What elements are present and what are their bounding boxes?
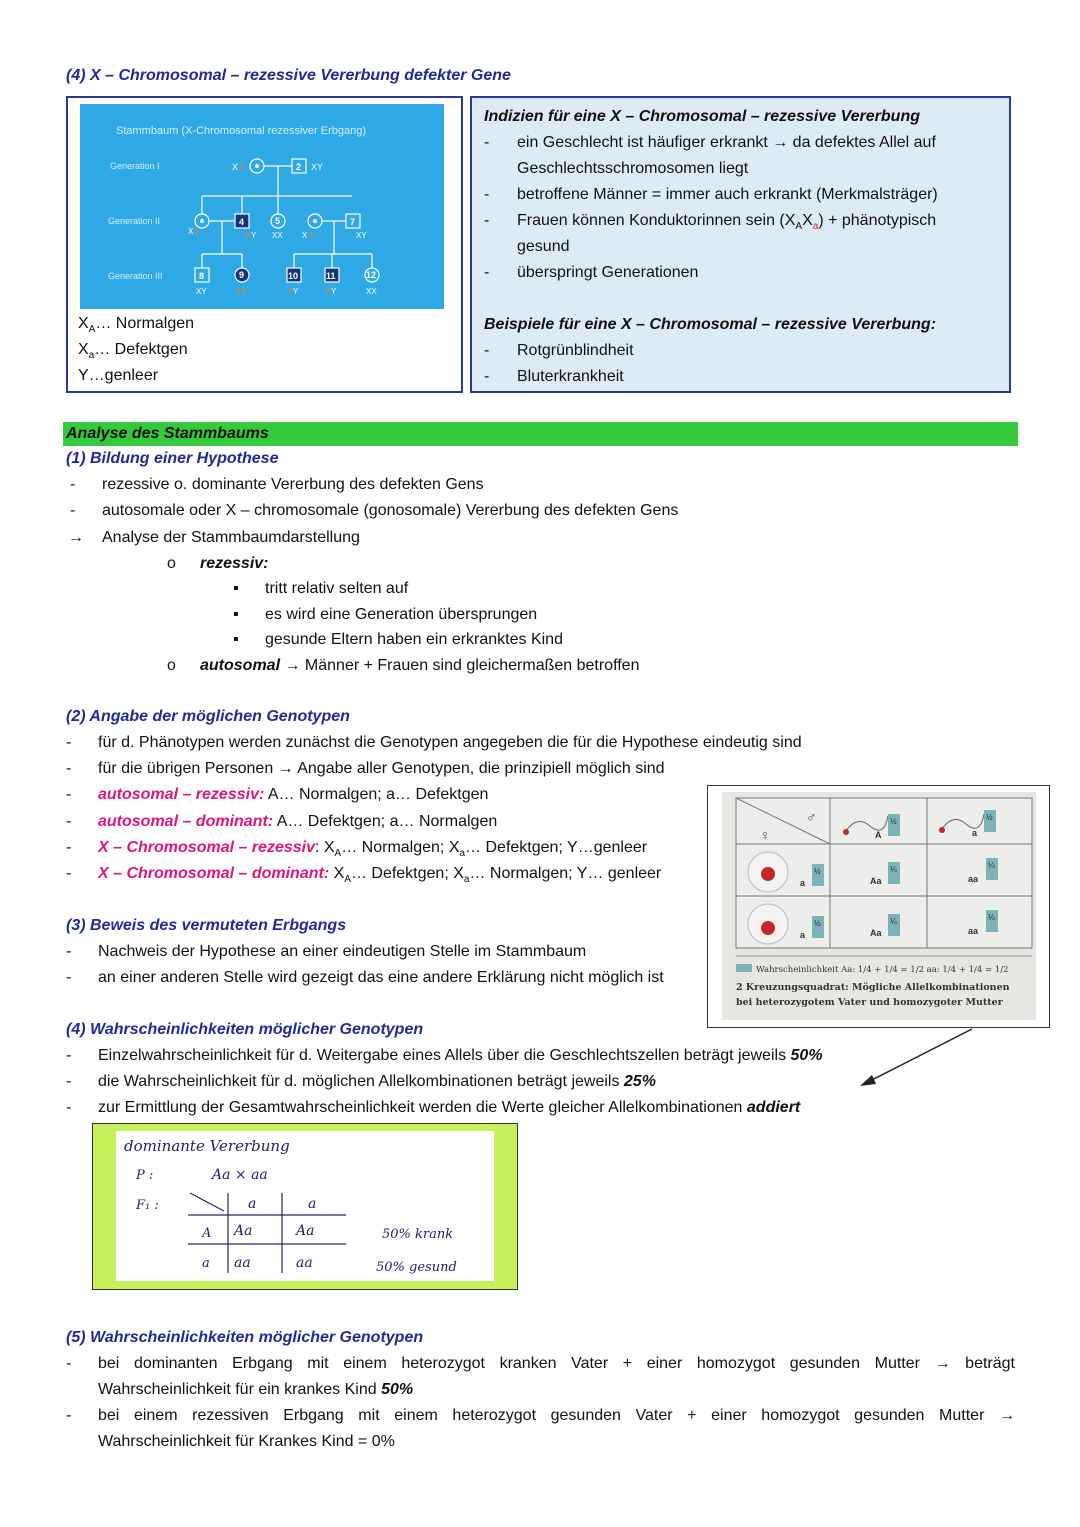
punnett-caption-2: bei heterozygotem Vater und homozygoter Mutter: [736, 997, 1003, 1008]
svg-text:Y: Y: [331, 287, 337, 296]
svg-text:a: a: [800, 878, 806, 888]
svg-text:Aa: Aa: [296, 1223, 315, 1239]
s1-title: (1) Bildung einer Hypothese: [66, 450, 279, 467]
s5-item-1a: bei dominanten Erbgang mit einem heterozygot kranken Vater + einer homozygot gesunden Mutter → beträgt: [98, 1355, 1015, 1372]
svg-text:XX: XX: [236, 287, 247, 296]
rezessiv-item-2: es wird eine Generation übersprungen: [265, 606, 538, 623]
legend-defektgen: $X_a\dots$ Defektgen: [78, 341, 188, 362]
s2-item-2: für die übrigen Personen → Angabe aller Genotypen, die prinzipiell möglich sind: [98, 760, 665, 777]
svg-text:X: X: [188, 227, 194, 236]
punnett-caption-1: 2 Kreuzungsquadrat: Mögliche Allelkombinationen: [736, 982, 1010, 993]
s1-item-3: Analyse der Stammbaumdarstellung: [102, 529, 360, 546]
svg-text:XY: XY: [356, 231, 367, 240]
indicators-title: Indizien für eine X – Chromosomal – rezessive Vererbung: [484, 108, 920, 125]
s3-item-1: Nachweis der Hypothese an einer eindeutigen Stelle im Stammbaum: [98, 943, 587, 960]
svg-text:9: 9: [239, 270, 245, 280]
indicator-3b: gesund: [517, 238, 570, 255]
s5-item-2b: Wahrscheinlichkeit für Krankes Kind = 0%: [98, 1433, 395, 1450]
svg-text:8: 8: [199, 271, 205, 281]
punnett-photo: [722, 792, 1036, 1020]
s2-item-1: für d. Phänotypen werden zunächst die Genotypen angegeben die für die Hypothese eindeutig sind: [98, 734, 802, 751]
svg-text:X: X: [194, 227, 200, 236]
s3-title: (3) Beweis des vermuteten Erbgangs: [66, 917, 347, 934]
svg-text:X: X: [308, 231, 314, 240]
legend-normalgen: $X_A\dots$ Normalgen: [78, 315, 195, 336]
svg-text:aa: aa: [234, 1255, 251, 1271]
svg-text:X: X: [239, 162, 246, 172]
gen-label-1: Generation I: [110, 161, 160, 171]
svg-text:½: ½: [890, 817, 897, 826]
s2-xr: X – Chromosomal – rezessiv: $X_A\dots$ Normalgen; $X_a\dots$ Defektgen; Y…genleer: [98, 839, 648, 860]
s2-xd: X – Chromosomal – dominant: $X_A\dots$ Defektgen; $X_a\dots$ Normalgen; Y… genleer: [98, 865, 662, 886]
indicator-2: betroffene Männer = immer auch erkrankt (Merkmalsträger): [517, 186, 938, 203]
svg-text:X: X: [232, 162, 239, 172]
s5-item-1b: Wahrscheinlichkeit für ein krankes Kind 50%: [98, 1381, 414, 1398]
svg-text:12: 12: [366, 270, 377, 280]
indicator-1b: Geschlechtsschromosomen liegt: [517, 160, 749, 177]
svg-text:A: A: [202, 1226, 212, 1241]
svg-text:X: X: [325, 287, 331, 296]
svg-text:aa: aa: [296, 1255, 313, 1271]
handwritten-cross: [116, 1131, 494, 1281]
s4-item-1: Einzelwahrscheinlichkeit für d. Weitergabe eines Allels über die Geschlechtszellen beträgt jeweils 50%: [98, 1047, 823, 1064]
s4-item-2: die Wahrscheinlichkeit für d. möglichen Allelkombinationen beträgt jeweils 25%: [98, 1073, 656, 1090]
analysis-title: Analyse des Stammbaums: [66, 425, 269, 442]
indicator-4: überspringt Generationen: [517, 264, 699, 281]
svg-text:XY: XY: [311, 162, 324, 172]
svg-text:aa: aa: [968, 926, 979, 936]
s4-title: (4) Wahrscheinlichkeiten möglicher Genotypen: [66, 1021, 424, 1038]
svg-text:¼: ¼: [988, 861, 995, 870]
s2-title: (2) Angabe der möglichen Genotypen: [66, 708, 350, 725]
svg-text:7: 7: [350, 217, 356, 227]
svg-text:F₁ :: F₁ :: [136, 1198, 159, 1213]
svg-text:Aa: Aa: [870, 928, 882, 938]
svg-text:a: a: [972, 828, 978, 838]
svg-text:11: 11: [326, 271, 336, 281]
arrow-to-list: [850, 1025, 980, 1090]
section-title-x-rezessiv: (4) X – Chromosomal – rezessive Vererbung defekter Gene: [66, 67, 511, 84]
s4-item-3: zur Ermittlung der Gesamtwahrscheinlichkeit werden die Werte gleicher Allelkombinationen addiert: [98, 1099, 801, 1116]
rezessiv-item-1: tritt relativ selten auf: [265, 580, 409, 597]
svg-text:XX: XX: [272, 231, 283, 240]
svg-text:50% krank: 50% krank: [382, 1227, 454, 1242]
svg-text:P :: P :: [136, 1168, 154, 1183]
s5-item-2a: bei einem rezessiven Erbgang mit einem heterozygot gesunden Vater + einer homozygot gesunden Mutter →: [98, 1407, 1015, 1424]
svg-text:Aa: Aa: [870, 876, 882, 886]
gen-label-3: Generation III: [108, 271, 163, 281]
s2-ar: autosomal – rezessiv: A… Normalgen; a… Defektgen: [98, 786, 489, 803]
svg-text:50% gesund: 50% gesund: [376, 1260, 457, 1275]
svg-text:a: a: [800, 930, 806, 940]
s1-item-1: rezessive o. dominante Vererbung des defekten Gens: [102, 476, 484, 493]
svg-text:XY: XY: [196, 287, 207, 296]
svg-text:¼: ¼: [988, 913, 995, 922]
svg-text:X: X: [245, 231, 251, 240]
svg-text:XX: XX: [366, 287, 377, 296]
svg-text:aa: aa: [968, 874, 979, 884]
examples-title: Beispiele für eine X – Chromosomal – rezessive Vererbung:: [484, 316, 937, 333]
male-symbol: ♂: [806, 809, 817, 825]
svg-text:10: 10: [288, 271, 299, 281]
indicator-1: ein Geschlecht ist häufiger erkrankt → da defektes Allel auf: [517, 134, 936, 151]
example-1: Rotgrünblindheit: [517, 342, 634, 359]
svg-text:¼: ¼: [890, 865, 897, 874]
punnett-legend: Wahrscheinlichkeit Aa: 1/4 + 1/4 = 1/2 aa: 1/4 + 1/4 = 1/2: [756, 965, 1009, 975]
svg-text:½: ½: [814, 919, 821, 928]
rezessiv-label: rezessiv:: [200, 555, 269, 572]
svg-text:a: a: [202, 1256, 210, 1271]
gen-label-2: Generation II: [108, 216, 161, 226]
indicator-3: Frauen können Konduktorinnen sein $(X_AX_a)$ + phänotypisch: [517, 212, 937, 233]
autosomal-line: autosomal → Männer + Frauen sind gleichermaßen betroffen: [200, 657, 640, 674]
svg-text:4: 4: [239, 217, 245, 227]
female-symbol: ♀: [760, 827, 771, 843]
svg-text:Y: Y: [293, 287, 299, 296]
hw-title: dominante Vererbung: [124, 1137, 290, 1155]
pedigree-diagram: [80, 104, 444, 309]
svg-text:½: ½: [986, 813, 993, 822]
pedigree-title: Stammbaum (X-Chromosomal rezessiver Erbgang): [116, 125, 367, 137]
s5-title: (5) Wahrscheinlichkeiten möglicher Genotypen: [66, 1329, 424, 1346]
svg-text:Y: Y: [251, 231, 257, 240]
svg-text:2: 2: [296, 162, 302, 172]
svg-text:Aa × aa: Aa × aa: [212, 1167, 268, 1183]
s2-ad: autosomal – dominant: A… Defektgen; a… Normalgen: [98, 813, 498, 830]
svg-text:Aa: Aa: [234, 1223, 253, 1239]
svg-text:a: a: [248, 1196, 257, 1212]
svg-text:5: 5: [275, 216, 281, 226]
s1-item-2: autosomale oder X – chromosomale (gonosomale) Vererbung des defekten Gens: [102, 502, 679, 519]
svg-text:¼: ¼: [890, 917, 897, 926]
rezessiv-item-3: gesunde Eltern haben ein erkranktes Kind: [265, 631, 563, 648]
svg-text:X: X: [302, 231, 308, 240]
example-2: Bluterkrankheit: [517, 368, 624, 385]
svg-text:X: X: [287, 287, 293, 296]
svg-text:½: ½: [814, 867, 821, 876]
svg-text:A: A: [875, 830, 882, 840]
legend-genleer: Y…genleer: [78, 367, 159, 384]
s3-item-2: an einer anderen Stelle wird gezeigt das eine andere Erklärung nicht möglich ist: [98, 969, 664, 986]
svg-text:a: a: [308, 1196, 317, 1212]
